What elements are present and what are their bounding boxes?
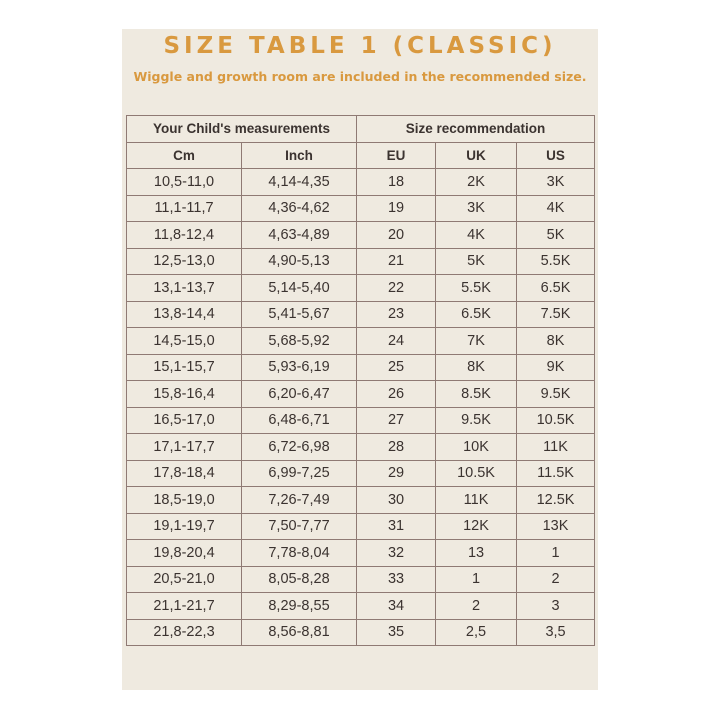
cell-eu: 32 bbox=[357, 540, 436, 567]
cell-uk: 1 bbox=[436, 566, 517, 593]
size-table-body bbox=[127, 169, 595, 646]
table-row bbox=[127, 619, 595, 646]
cell-cm: 20,5-21,0 bbox=[127, 566, 242, 593]
cell-inch: 5,93-6,19 bbox=[242, 354, 357, 381]
cell-eu: 35 bbox=[357, 619, 436, 646]
cell-us: 10.5K bbox=[517, 407, 595, 434]
cell-inch: 5,41-5,67 bbox=[242, 301, 357, 328]
cell-eu: 24 bbox=[357, 328, 436, 355]
table-row bbox=[127, 222, 595, 249]
cell-inch: 6,20-6,47 bbox=[242, 381, 357, 408]
cell-eu: 18 bbox=[357, 169, 436, 196]
cell-inch: 8,05-8,28 bbox=[242, 566, 357, 593]
cell-us: 6.5K bbox=[517, 275, 595, 302]
cell-cm: 21,1-21,7 bbox=[127, 593, 242, 620]
cell-uk: 4K bbox=[436, 222, 517, 249]
table-row bbox=[127, 275, 595, 302]
cell-uk: 5.5K bbox=[436, 275, 517, 302]
table-row bbox=[127, 248, 595, 275]
cell-cm: 14,5-15,0 bbox=[127, 328, 242, 355]
cell-uk: 9.5K bbox=[436, 407, 517, 434]
cell-us: 9.5K bbox=[517, 381, 595, 408]
cell-eu: 30 bbox=[357, 487, 436, 514]
header-cm: Cm bbox=[127, 142, 242, 169]
table-row bbox=[127, 593, 595, 620]
cell-us: 8K bbox=[517, 328, 595, 355]
cell-inch: 7,78-8,04 bbox=[242, 540, 357, 567]
cell-eu: 29 bbox=[357, 460, 436, 487]
cell-cm: 17,1-17,7 bbox=[127, 434, 242, 461]
header-us: US bbox=[517, 142, 595, 169]
cell-cm: 13,1-13,7 bbox=[127, 275, 242, 302]
cell-cm: 13,8-14,4 bbox=[127, 301, 242, 328]
table-row bbox=[127, 434, 595, 461]
cell-inch: 4,63-4,89 bbox=[242, 222, 357, 249]
cell-eu: 31 bbox=[357, 513, 436, 540]
table-row bbox=[127, 513, 595, 540]
table-row bbox=[127, 381, 595, 408]
cell-cm: 12,5-13,0 bbox=[127, 248, 242, 275]
cell-uk: 2K bbox=[436, 169, 517, 196]
cell-eu: 23 bbox=[357, 301, 436, 328]
header-column-row bbox=[127, 142, 595, 169]
size-table bbox=[126, 115, 595, 646]
table-row bbox=[127, 195, 595, 222]
cell-eu: 25 bbox=[357, 354, 436, 381]
header-uk: UK bbox=[436, 142, 517, 169]
cell-inch: 8,56-8,81 bbox=[242, 619, 357, 646]
cell-uk: 13 bbox=[436, 540, 517, 567]
size-table-subtitle: Wiggle and growth room are included in the recommended size. bbox=[133, 69, 587, 84]
cell-us: 7.5K bbox=[517, 301, 595, 328]
table-row bbox=[127, 566, 595, 593]
cell-uk: 8.5K bbox=[436, 381, 517, 408]
table-row bbox=[127, 354, 595, 381]
cell-cm: 11,8-12,4 bbox=[127, 222, 242, 249]
cell-eu: 22 bbox=[357, 275, 436, 302]
cell-cm: 16,5-17,0 bbox=[127, 407, 242, 434]
cell-us: 9K bbox=[517, 354, 595, 381]
header-inch: Inch bbox=[242, 142, 357, 169]
cell-eu: 21 bbox=[357, 248, 436, 275]
cell-cm: 19,1-19,7 bbox=[127, 513, 242, 540]
cell-us: 5K bbox=[517, 222, 595, 249]
size-chart-card bbox=[122, 29, 598, 690]
cell-cm: 19,8-20,4 bbox=[127, 540, 242, 567]
cell-uk: 2,5 bbox=[436, 619, 517, 646]
cell-inch: 7,26-7,49 bbox=[242, 487, 357, 514]
header-eu: EU bbox=[357, 142, 436, 169]
header-group-row bbox=[127, 116, 595, 143]
cell-cm: 21,8-22,3 bbox=[127, 619, 242, 646]
cell-uk: 11K bbox=[436, 487, 517, 514]
cell-inch: 4,36-4,62 bbox=[242, 195, 357, 222]
cell-us: 1 bbox=[517, 540, 595, 567]
cell-us: 13K bbox=[517, 513, 595, 540]
cell-eu: 33 bbox=[357, 566, 436, 593]
cell-uk: 7K bbox=[436, 328, 517, 355]
cell-inch: 6,72-6,98 bbox=[242, 434, 357, 461]
cell-inch: 5,68-5,92 bbox=[242, 328, 357, 355]
table-row bbox=[127, 169, 595, 196]
cell-inch: 8,29-8,55 bbox=[242, 593, 357, 620]
header-size-recommendation: Size recommendation bbox=[357, 116, 595, 143]
table-row bbox=[127, 540, 595, 567]
cell-uk: 10K bbox=[436, 434, 517, 461]
cell-us: 2 bbox=[517, 566, 595, 593]
cell-inch: 6,99-7,25 bbox=[242, 460, 357, 487]
cell-uk: 6.5K bbox=[436, 301, 517, 328]
cell-cm: 11,1-11,7 bbox=[127, 195, 242, 222]
cell-eu: 19 bbox=[357, 195, 436, 222]
cell-cm: 15,8-16,4 bbox=[127, 381, 242, 408]
cell-uk: 5K bbox=[436, 248, 517, 275]
cell-cm: 10,5-11,0 bbox=[127, 169, 242, 196]
table-row bbox=[127, 407, 595, 434]
cell-us: 4K bbox=[517, 195, 595, 222]
cell-uk: 10.5K bbox=[436, 460, 517, 487]
table-row bbox=[127, 301, 595, 328]
header-measurements: Your Child's measurements bbox=[127, 116, 357, 143]
cell-us: 3,5 bbox=[517, 619, 595, 646]
cell-eu: 27 bbox=[357, 407, 436, 434]
cell-us: 11.5K bbox=[517, 460, 595, 487]
cell-inch: 4,90-5,13 bbox=[242, 248, 357, 275]
cell-eu: 28 bbox=[357, 434, 436, 461]
cell-inch: 5,14-5,40 bbox=[242, 275, 357, 302]
cell-uk: 2 bbox=[436, 593, 517, 620]
size-table-title: SIZE TABLE 1 (CLASSIC) bbox=[163, 33, 557, 59]
cell-cm: 15,1-15,7 bbox=[127, 354, 242, 381]
cell-uk: 12K bbox=[436, 513, 517, 540]
table-row bbox=[127, 487, 595, 514]
cell-eu: 20 bbox=[357, 222, 436, 249]
table-row bbox=[127, 460, 595, 487]
cell-cm: 17,8-18,4 bbox=[127, 460, 242, 487]
cell-inch: 4,14-4,35 bbox=[242, 169, 357, 196]
cell-us: 5.5K bbox=[517, 248, 595, 275]
cell-cm: 18,5-19,0 bbox=[127, 487, 242, 514]
cell-eu: 34 bbox=[357, 593, 436, 620]
cell-inch: 6,48-6,71 bbox=[242, 407, 357, 434]
cell-uk: 8K bbox=[436, 354, 517, 381]
cell-us: 12.5K bbox=[517, 487, 595, 514]
cell-uk: 3K bbox=[436, 195, 517, 222]
cell-eu: 26 bbox=[357, 381, 436, 408]
cell-us: 3K bbox=[517, 169, 595, 196]
cell-us: 3 bbox=[517, 593, 595, 620]
table-row bbox=[127, 328, 595, 355]
cell-us: 11K bbox=[517, 434, 595, 461]
cell-inch: 7,50-7,77 bbox=[242, 513, 357, 540]
